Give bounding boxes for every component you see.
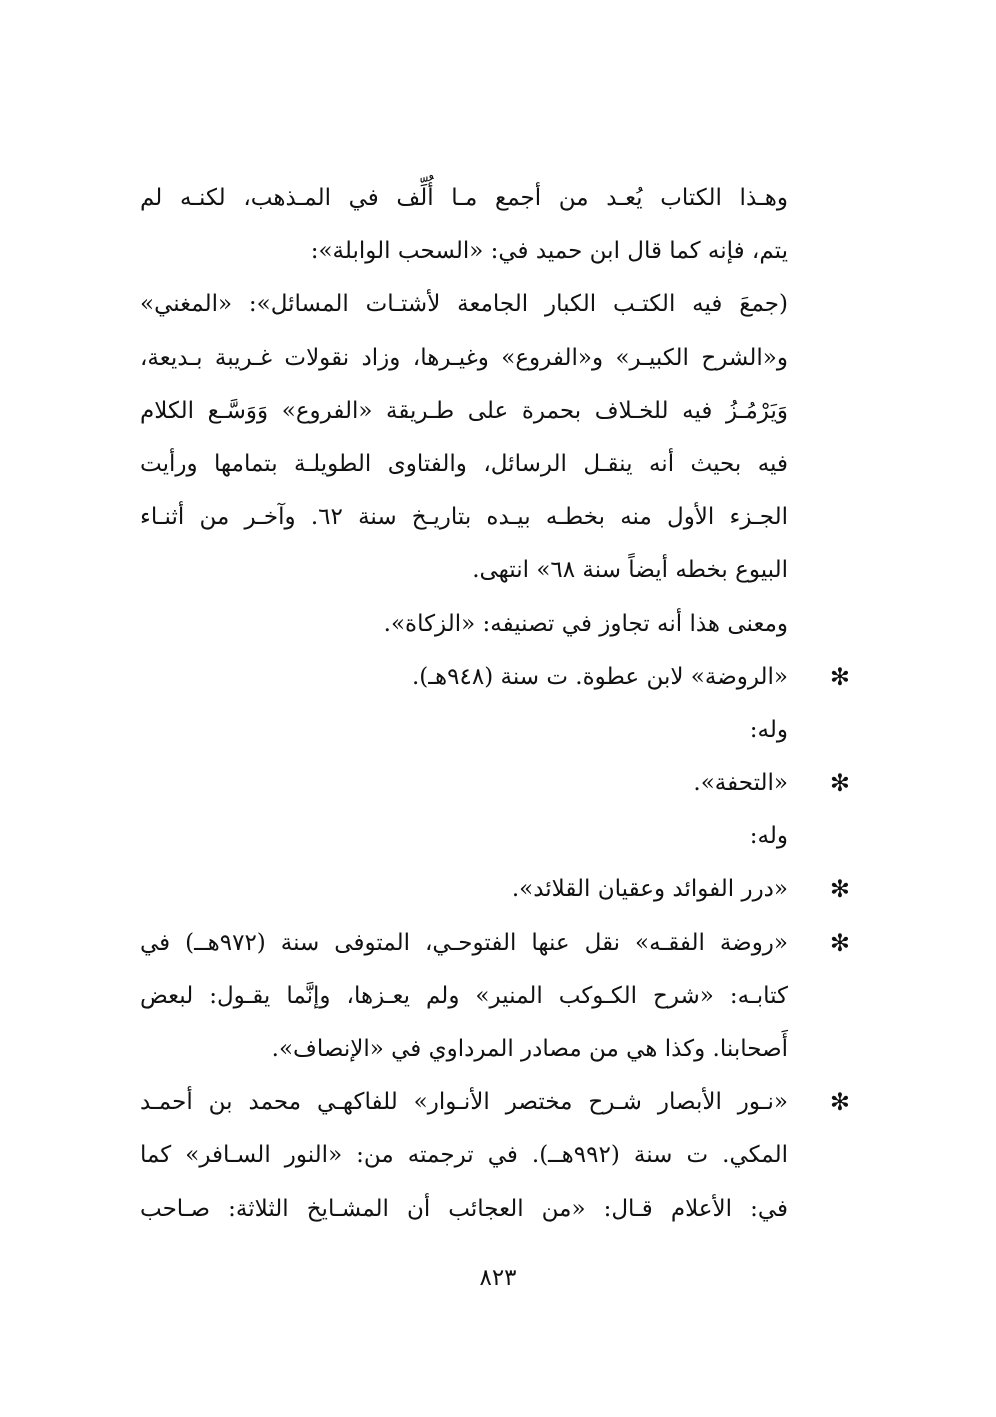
line-text: البيوع بخطه أيضاً سنة ٦٨» انتهى. bbox=[472, 557, 788, 584]
text-line bbox=[140, 810, 788, 863]
bullet-line bbox=[140, 651, 850, 704]
line-text: «روضة الفقـه» نقل عنها الفتوحـي، المتوفى سنة (٩٧٢هــ) في bbox=[140, 929, 788, 956]
line-text: الجـزء الأول منه بخطـه بيـده بتاريـخ سنة ٦٢. وآخـر من أثنـاء bbox=[140, 504, 788, 531]
line-text: «نـور الأبصار شـرح مختصر الأنـوار» للفاكهـي محمد بن أحمـد bbox=[140, 1089, 788, 1116]
text-line bbox=[140, 704, 788, 757]
text-line bbox=[140, 970, 788, 1023]
line-text: «التحفة». bbox=[693, 770, 788, 797]
line-text: أَصحابنا. وكذا هي من مصادر المرداوي في «الإنصاف». bbox=[271, 1036, 788, 1062]
line-text: ومعنى هذا أنه تجاوز في تصنيفه: «الزكاة». bbox=[383, 610, 788, 637]
line-text: في: الأعلام قـال: «من العجائب أن المشـايخ الثلاثة: صـاحب bbox=[140, 1195, 788, 1222]
text-line bbox=[140, 1129, 788, 1182]
line-text: وَيَرْمُـزُ فيه للخـلاف بحمرة على طـريقة «الفروع» وَوَسَّـع الكلام bbox=[140, 397, 788, 424]
bullet-asterisk-icon: ✻ bbox=[829, 928, 850, 957]
text-line bbox=[140, 332, 788, 385]
line-text: المكي. ت سنة (٩٩٢هــ). في ترجمته من: «النور السـافر» كما bbox=[140, 1142, 789, 1169]
line-text: وهـذا الكتاب يُعـد من أجمع مـا أُلِّف في المـذهب، لكنـه لم bbox=[140, 185, 788, 211]
body-text bbox=[140, 172, 850, 1236]
bullet-asterisk-icon: ✻ bbox=[829, 769, 850, 798]
line-text: يتم، فإنه كما قال ابن حميد في: «السحب الوابلة»: bbox=[310, 238, 788, 265]
bullet-asterisk-icon: ✻ bbox=[829, 875, 850, 904]
text-line bbox=[140, 225, 788, 278]
line-text: «الروضة» لابن عطوة. ت سنة (٩٤٨هـ). bbox=[411, 663, 788, 690]
bullet-line bbox=[140, 917, 850, 970]
text-line bbox=[140, 491, 788, 544]
bullet-line bbox=[140, 1076, 850, 1129]
bullet-asterisk-icon: ✻ bbox=[829, 662, 850, 691]
text-line bbox=[140, 598, 788, 651]
line-text: و«الشرح الكبيـر» و«الفروع» وغيـرها، وزاد نقولات غـريبة بـديعة، bbox=[140, 344, 788, 371]
line-text: فيه بحيث أنه ينقـل الرسائل، والفتاوى الطويلـة بتمامها ورأيت bbox=[140, 450, 788, 477]
line-text: وله: bbox=[749, 716, 788, 743]
line-text: «درر الفوائد وعقيان القلائد». bbox=[511, 876, 788, 903]
text-line bbox=[140, 172, 788, 225]
bullet-asterisk-icon: ✻ bbox=[829, 1088, 850, 1117]
page-number: ٨٢٣ bbox=[479, 1265, 517, 1291]
line-text: كتابـه: «شرح الكـوكب المنير» ولم يعـزها، وإنَّما يقـول: لبعض bbox=[140, 982, 788, 1009]
text-line bbox=[140, 385, 788, 438]
text-line bbox=[140, 1183, 788, 1236]
line-text: (جمعَ فيه الكتـب الكبار الجامعة لأشتـات المسائل»: «المغني» bbox=[140, 291, 788, 318]
text-line bbox=[140, 1023, 788, 1076]
bullet-line bbox=[140, 863, 850, 916]
text-line bbox=[140, 278, 788, 331]
text-line bbox=[140, 438, 788, 491]
text-line bbox=[140, 544, 788, 597]
line-text: وله: bbox=[749, 823, 788, 850]
bullet-line bbox=[140, 757, 850, 810]
